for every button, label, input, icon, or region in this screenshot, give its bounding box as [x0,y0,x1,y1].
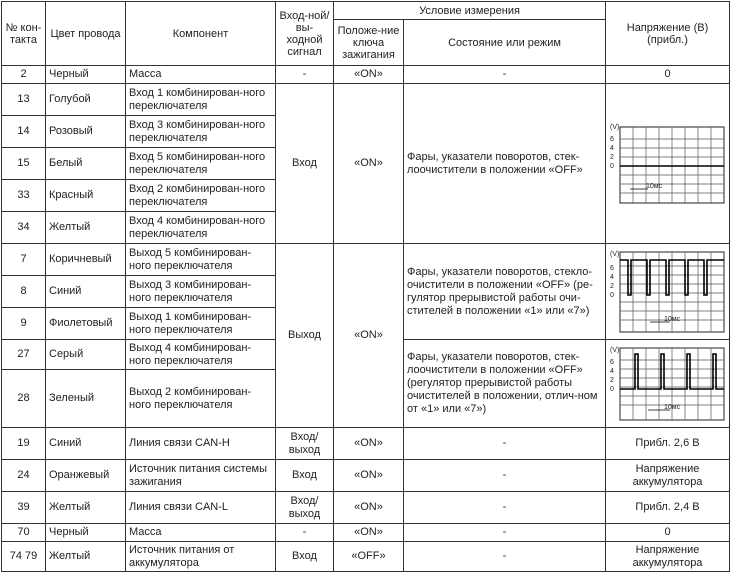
io-cell: - [276,524,334,542]
osc-unit: (V) [609,123,619,131]
oscillogram-input-graphic [608,121,728,207]
header-io: Вход-ной/вы-ходной сигнал [276,2,334,66]
pin-cell: 27 [2,340,46,370]
color-cell: Синий [46,428,126,460]
color-cell: Черный [46,524,126,542]
table-row [2,492,730,524]
color-cell: Оранжевый [46,460,126,492]
osc-tick: 0 [609,162,614,170]
key-cell: «ON» [334,428,404,460]
color-cell: Желтый [46,492,126,524]
io-cell: Вход [276,542,334,572]
io-cell: Выход [276,244,334,428]
key-cell: «OFF» [334,542,404,572]
osc-tick: 6 [609,135,614,143]
osc-tick: 6 [609,358,614,366]
table-row [2,66,730,84]
table-row [2,542,730,572]
key-cell: «ON» [334,66,404,84]
color-cell: Желтый [46,212,126,244]
color-cell: Серый [46,340,126,370]
component-cell: Вход 4 комбинирован-ного переключателя [126,212,276,244]
pin-cell: 74 79 [2,542,46,572]
voltage-cell: 0 [606,524,730,542]
header-key: Положе-ние ключа зажигания [334,20,404,66]
osc-tick: 2 [609,153,614,161]
pin-cell: 13 [2,84,46,116]
color-cell: Белый [46,148,126,180]
component-cell: Выход 5 комбинирован-ного переключателя [126,244,276,276]
key-cell: «ON» [334,84,404,244]
pin-cell: 2 [2,66,46,84]
osc-tick: 4 [609,273,614,281]
state-cell: - [404,428,606,460]
header-component: Компонент [126,2,276,66]
state-cell: - [404,66,606,84]
voltage-cell: Прибл. 2,4 В [606,492,730,524]
pin-cell: 7 [2,244,46,276]
component-cell: Линия связи CAN-L [126,492,276,524]
component-cell: Источник питания от аккумулятора [126,542,276,572]
component-cell: Выход 3 комбинирован-ного переключателя [126,276,276,308]
osc-tick: 2 [609,376,614,384]
component-cell: Вход 2 комбинирован-ного переключателя [126,180,276,212]
pin-cell: 28 [2,370,46,428]
header-pin: № кон-такта [2,2,46,66]
state-cell: - [404,492,606,524]
table-row [2,84,730,116]
pin-cell: 8 [2,276,46,308]
header-condition: Условие измерения [334,2,606,20]
color-cell: Розовый [46,116,126,148]
pin-cell: 70 [2,524,46,542]
component-cell: Выход 4 комбинирован-ного переключателя [126,340,276,370]
osc-time: 10мс [663,403,680,411]
component-cell: Вход 3 комбинирован-ного переключателя [126,116,276,148]
header-voltage: Напряжение (В) (прибл.) [606,2,730,66]
color-cell: Синий [46,276,126,308]
oscillogram-output-a [606,244,730,340]
color-cell: Желтый [46,542,126,572]
state-cell: Фары, указатели поворотов, стек-лоочистители в положении «OFF» (регулятор прерывистой работы очистителей в положении, отлич-ном от «1» или «7») [404,340,606,428]
osc-grid-v [633,127,711,203]
voltage-cell: 0 [606,66,730,84]
color-cell: Голубой [46,84,126,116]
io-cell: Вход/ выход [276,492,334,524]
color-cell: Коричневый [46,244,126,276]
table-row [2,460,730,492]
table-row [2,428,730,460]
pin-cell: 14 [2,116,46,148]
pin-cell: 39 [2,492,46,524]
osc-time: 10мс [645,182,662,190]
osc-unit: (V) [609,250,619,258]
pin-cell: 34 [2,212,46,244]
component-cell: Масса [126,524,276,542]
oscillogram-output-b-graphic [608,344,728,424]
state-cell: - [404,460,606,492]
state-cell: - [404,524,606,542]
osc-time: 10мс [663,315,680,323]
osc-tick: 4 [609,367,614,375]
header-state: Состояние или режим [404,20,606,66]
oscillogram-input [606,84,730,244]
component-cell: Выход 2 комбинирован-ного переключателя [126,370,276,428]
voltage-cell: Напряжение аккумулятора [606,542,730,572]
voltage-cell: Напряжение аккумулятора [606,460,730,492]
color-cell: Зеленый [46,370,126,428]
io-cell: Вход [276,84,334,244]
key-cell: «ON» [334,492,404,524]
pin-cell: 19 [2,428,46,460]
color-cell: Черный [46,66,126,84]
io-cell: Вход/ выход [276,428,334,460]
state-cell: Фары, указатели поворотов, стек-лоочистители в положении «OFF» [404,84,606,244]
key-cell: «ON» [334,244,404,428]
io-cell: Вход [276,460,334,492]
osc-tick: 6 [609,264,614,272]
component-cell: Выход 1 комбинирован-ного переключателя [126,308,276,340]
color-cell: Фиолетовый [46,308,126,340]
component-cell: Линия связи CAN-H [126,428,276,460]
component-cell: Вход 1 комбинирован-ного переключателя [126,84,276,116]
oscillogram-output-b [606,340,730,428]
osc-tick: 0 [609,291,614,299]
pinout-table [1,1,730,572]
component-cell: Вход 5 комбинирован-ного переключателя [126,148,276,180]
osc-tick: 2 [609,282,614,290]
pin-cell: 33 [2,180,46,212]
key-cell: «ON» [334,460,404,492]
osc-tick: 4 [609,144,614,152]
state-cell: - [404,542,606,572]
component-cell: Масса [126,66,276,84]
io-cell: - [276,66,334,84]
osc-unit: (V) [609,346,619,354]
state-cell: Фары, указатели поворотов, стекло-очистители в положении «OFF» (ре-гулятор прерывистой работы очи-стителей в положении «1» или «7») [404,244,606,340]
voltage-cell: Прибл. 2,6 В [606,428,730,460]
pin-cell: 9 [2,308,46,340]
osc-tick: 0 [609,385,614,393]
header-color: Цвет провода [46,2,126,66]
oscillogram-output-a-graphic [608,248,728,336]
pin-cell: 24 [2,460,46,492]
pin-cell: 15 [2,148,46,180]
table-row [2,244,730,276]
key-cell: «ON» [334,524,404,542]
component-cell: Источник питания системы зажигания [126,460,276,492]
color-cell: Красный [46,180,126,212]
table-row [2,524,730,542]
